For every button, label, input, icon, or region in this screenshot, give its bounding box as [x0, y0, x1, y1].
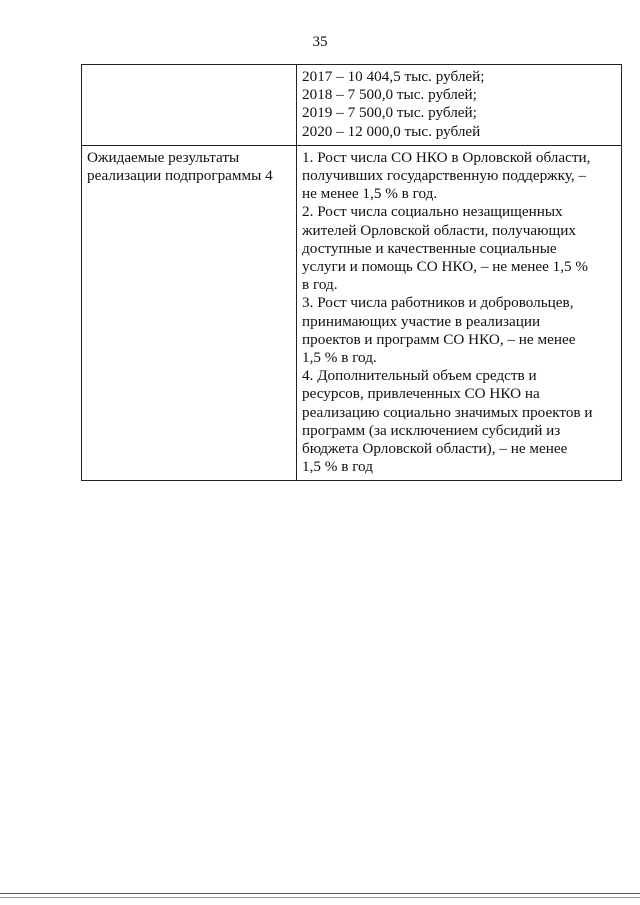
result-line: проектов и программ СО НКО, – не менее	[302, 330, 576, 348]
expected-results-label-cell	[82, 145, 297, 481]
scan-edge-line	[0, 897, 640, 898]
result-line: программ (за исключением субсидий из	[302, 421, 561, 439]
result-line: 4. Дополнительный объем средств и	[302, 367, 537, 385]
result-line: реализацию социально значимых проектов и	[302, 403, 593, 421]
result-line: 1,5 % в год.	[302, 349, 377, 367]
result-line: бюджета Орловской области), – не менее	[302, 440, 568, 458]
subprogram-table	[81, 64, 622, 481]
result-line: ресурсов, привлеченных СО НКО на	[302, 385, 540, 403]
row-label: реализации подпрограммы 4	[87, 167, 273, 185]
scan-edge-line	[0, 893, 640, 894]
funding-values-cell	[297, 65, 622, 146]
funding-label-cell	[82, 65, 297, 146]
result-line: 1. Рост числа СО НКО в Орловской области,	[302, 148, 591, 166]
page-number: 35	[312, 34, 328, 50]
result-line: получивших государственную поддержку, –	[302, 167, 587, 185]
table-row-funding	[82, 65, 622, 146]
result-line: доступные и качественные социальные	[302, 239, 557, 257]
result-line: жителей Орловской области, получающих	[302, 221, 576, 239]
funding-line: 2018 – 7 500,0 тыс. рублей;	[302, 86, 477, 104]
result-line: 2. Рост числа социально незащищенных	[302, 203, 563, 221]
expected-results-cell	[297, 145, 622, 481]
funding-line: 2020 – 12 000,0 тыс. рублей	[302, 122, 481, 140]
funding-line: 2017 – 10 404,5 тыс. рублей;	[302, 68, 485, 85]
table-row-expected-results	[82, 145, 622, 481]
result-line: принимающих участие в реализации	[302, 312, 541, 330]
result-line: услуги и помощь СО НКО, – не менее 1,5 %	[302, 258, 589, 276]
result-line: в год.	[302, 276, 338, 294]
result-line: не менее 1,5 % в год.	[302, 185, 438, 203]
funding-line: 2019 – 7 500,0 тыс. рублей;	[302, 104, 477, 122]
row-label: Ожидаемые результаты	[87, 148, 240, 166]
result-line: 1,5 % в год	[302, 458, 373, 476]
result-line: 3. Рост числа работников и добровольцев,	[302, 294, 574, 312]
